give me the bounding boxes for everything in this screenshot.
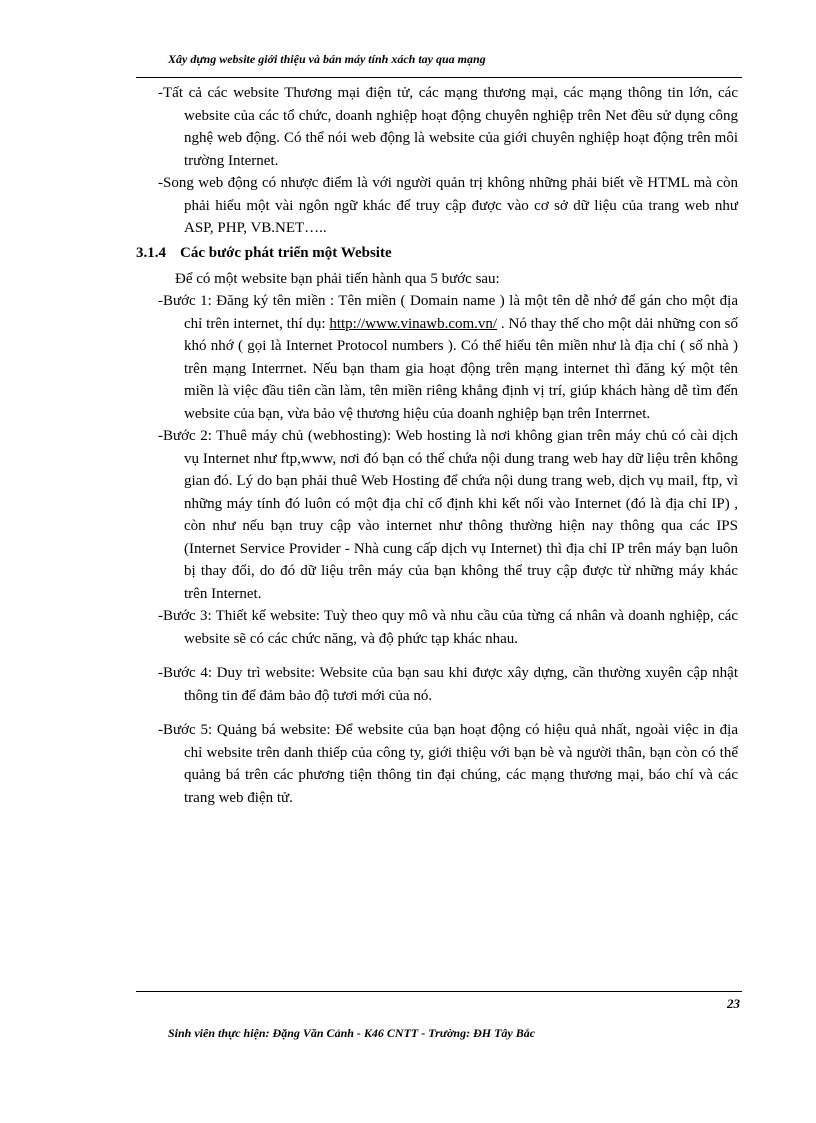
step-1-text-before: -Bước 1: Đăng ký tên miền : Tên miền ( Domain name ) là một tên dễ nhớ để gán cho một địa chỉ trên internet, thí dụ: xyxy=(158,293,738,332)
page-body xyxy=(136,82,738,809)
header-rule xyxy=(136,77,742,78)
steps-intro: Để có một website bạn phải tiến hành qua 5 bước sau: xyxy=(175,270,500,287)
page-number: 23 xyxy=(727,996,740,1011)
section-heading xyxy=(136,242,716,264)
running-footer: Sinh viên thực hiện: Đặng Văn Cảnh - K46 CNTT - Trường: ĐH Tây Bắc xyxy=(168,1026,536,1040)
step-4: -Bước 4: Duy trì website: Website của bạn sau khi được xây dựng, cần thường xuyên cập nhật thông tin để đảm bảo độ tươi mới của nó. xyxy=(158,665,738,704)
footer-rule xyxy=(136,991,742,992)
running-header: Xây dựng website giới thiệu và bán máy tính xách tay qua mạng xyxy=(168,52,486,66)
step-5: -Bước 5: Quảng bá website: Để website của bạn hoạt động có hiệu quả nhất, ngoài việc in địa chỉ website trên danh thiếp của công ty, giới thiệu với bạn bè và người thân, bạn còn có thể quảng bá trên các phương tiện thông tin đại chúng, các mạng thương mại, báo chí và các trang web điện tử. xyxy=(158,722,738,806)
section-number: 3.1.4 xyxy=(136,244,166,261)
example-domain-link[interactable]: http://www.vinawb.com.vn/ xyxy=(329,315,498,332)
step-1-text-after: . Nó thay thế cho một dải những con số khó nhớ ( gọi là Internet Protocol numbers ). Có thể hiểu tên miền như là địa chỉ ( số nhà ) trên mạng Interrnet. Nếu bạn tham gia hoạt động trên mạng internet thì đăng ký một tên miền là việc đầu tiên cần làm, tên miền riêng khẳng định vị trí, giúp khách hàng dễ tìm đến website của bạn, vừa bảo vệ thương hiệu của doanh nghiệp bạn trên Interrnet. xyxy=(184,315,738,422)
section-title: Các bước phát triển một Website xyxy=(180,244,392,261)
paragraph-drawback: -Song web động có nhược điểm là với người quản trị không những phải biết về HTML mà còn phải hiểu một vài ngôn ngữ khác để truy cập được vào cơ sở dữ liệu của trang web như ASP, PHP, VB.NET….. xyxy=(158,175,738,236)
paragraph-ecommerce: -Tất cả các website Thương mại điện tử, các mạng thương mại, các mạng thông tin lớn, các website của các tổ chức, doanh nghiệp hoạt động chuyên nghiệp trên Net đều sử dụng công nghệ web động. Có thể nói web động là website của giới chuyên nghiệp hoạt động trên môi trường Internet. xyxy=(158,85,738,169)
step-3: -Bước 3: Thiết kế website: Tuỳ theo quy mô và nhu cầu của từng cá nhân và doanh nghiệp, các website sẽ có các chức năng, và độ phức tạp khác nhau. xyxy=(158,608,738,647)
step-2: -Bước 2: Thuê máy chủ (webhosting): Web hosting là nơi không gian trên máy chủ có cài dịch vụ Internet như ftp,www, nơi đó bạn có thể chứa nội dung trang web hay dữ liệu trên không gian đó. Lý do bạn phải thuê Web Hosting để chứa nội dung trang web, dịch vụ mail, ftp, vì những máy tính đó luôn có một địa chỉ cố định khi kết nối vào Internet (đó là địa chỉ IP) , còn như nếu bạn truy cập vào internet như thông thường hiện nay thông qua các IPS (Internet Service Provider - Nhà cung cấp dịch vụ Internet) thì địa chỉ IP trên máy bạn luôn bị thay đổi, do đó dữ liệu trên máy của bạn không thể truy cập được từ những máy khác trên Internet. xyxy=(158,428,738,602)
step-1 xyxy=(158,290,738,425)
